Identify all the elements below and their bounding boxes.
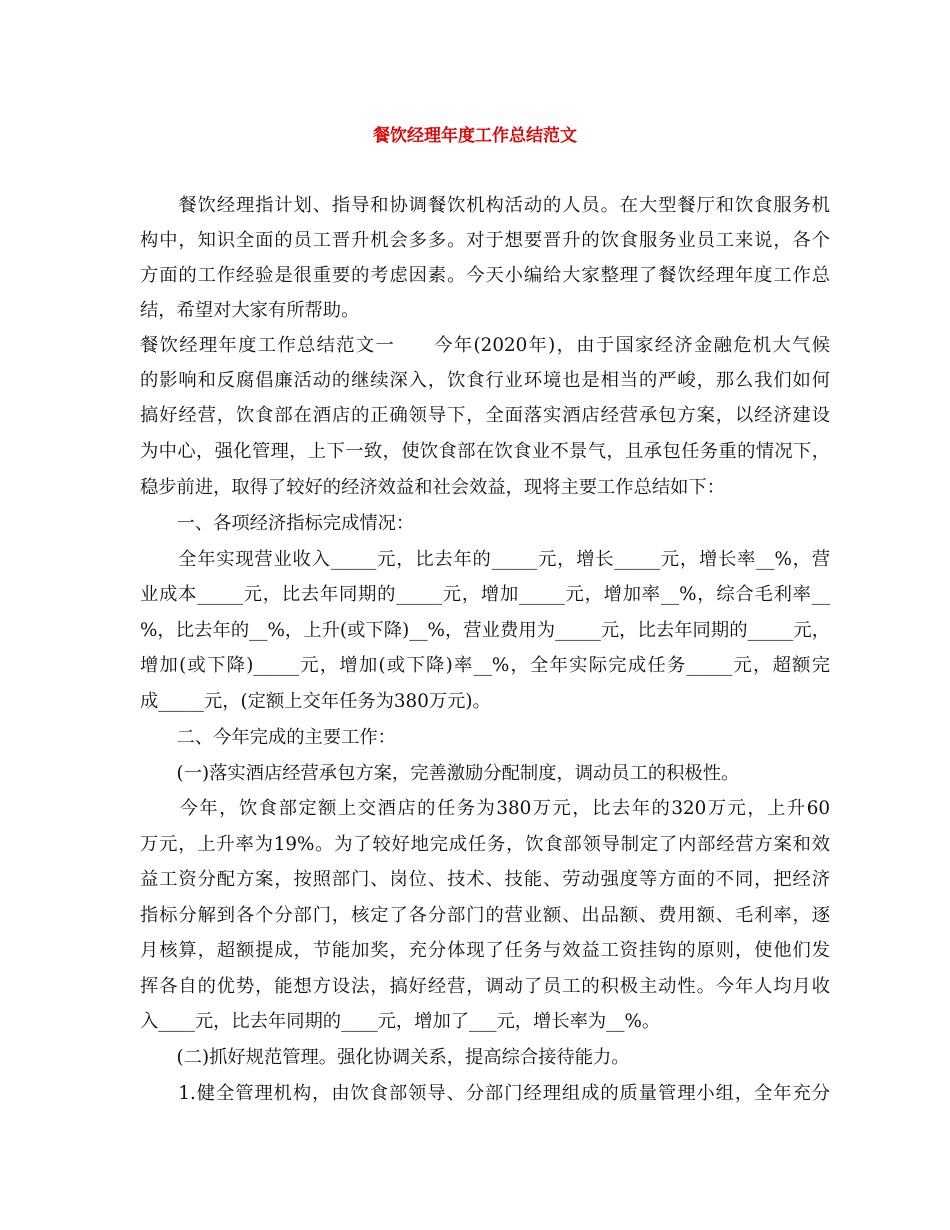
body-line: 餐饮经理年度工作总结范文一 今年(2020年)，由于国家经济金融危机大气候 [140,335,830,356]
section-heading: 一、各项经济指标完成情况： [140,513,415,534]
body-line: 月核算，超额提成，节能加奖，充分体现了任务与效益工资挂钩的原则，使他们发 [140,940,830,961]
body-line: %，比去年的__%，上升(或下降)__%，营业费用为_____元，比去年同期的_____元， [140,620,830,641]
body-line: 餐饮经理指计划、指导和协调餐饮机构活动的人员。在大型餐厅和饮食服务机 [140,195,830,216]
document-title: 餐饮经理年度工作总结范文 [373,126,577,146]
body-line: 全年实现营业收入_____元，比去年的_____元，增长_____元，增长率__%，营 [140,549,830,570]
body-line: 万元，上升率为19%。为了较好地完成任务，饮食部领导制定了内部经营方案和效 [140,834,830,855]
subsection-heading: (一)落实酒店经营承包方案，完善激励分配制度，调动员工的积极性。 [140,763,740,784]
body-line: 指标分解到各个分部门，核定了各分部门的营业额、出品额、费用额、毛利率，逐 [140,905,830,926]
body-line: 今年，饮食部定额上交酒店的任务为380万元，比去年的320万元，上升60 [140,798,830,819]
body-line: 为中心，强化管理，上下一致，使饮食部在饮食业不景气，且承包任务重的情况下， [140,441,830,462]
body-line: 搞好经营，饮食部在酒店的正确领导下，全面落实酒店经营承包方案，以经济建设 [140,405,830,426]
body-line: 业成本_____元，比去年同期的_____元，增加_____元，增加率__%，综合毛利率__ [140,584,830,605]
body-line: 益工资分配方案，按照部门、岗位、技术、技能、劳动强度等方面的不同，把经济 [140,869,830,890]
subsection-heading: (二)抓好规范管理。强化协调关系，提高综合接待能力。 [140,1047,630,1068]
body-line: 方面的工作经验是很重要的考虑因素。今天小编给大家整理了餐饮经理年度工作总 [140,265,830,286]
body-line: 增加(或下降)_____元，增加(或下降)率__%，全年实际完成任务_____元，超额完 [140,655,830,676]
body-line: 入____元，比去年同期的____元，增加了___元，增长率为__%。 [140,1011,661,1032]
body-line: 稳步前进，取得了较好的经济效益和社会效益，现将主要工作总结如下： [140,477,725,498]
body-line: 结，希望对大家有所帮助。 [140,300,360,321]
body-line: 的影响和反腐倡廉活动的继续深入，饮食行业环境也是相当的严峻，那么我们如何 [140,370,830,391]
section-heading: 二、今年完成的主要工作： [140,727,396,748]
body-line: 1.健全管理机构，由饮食部领导、分部门经理组成的质量管理小组，全年充分 [140,1083,830,1104]
body-line: 成_____元，(定额上交年任务为380万元)。 [140,691,491,712]
body-line: 挥各自的优势，能想方设法，搞好经营，调动了员工的积极主动性。今年人均月收 [140,976,830,997]
body-line: 构中，知识全面的员工晋升机会多多。对于想要晋升的饮食服务业员工来说，各个 [140,230,830,251]
